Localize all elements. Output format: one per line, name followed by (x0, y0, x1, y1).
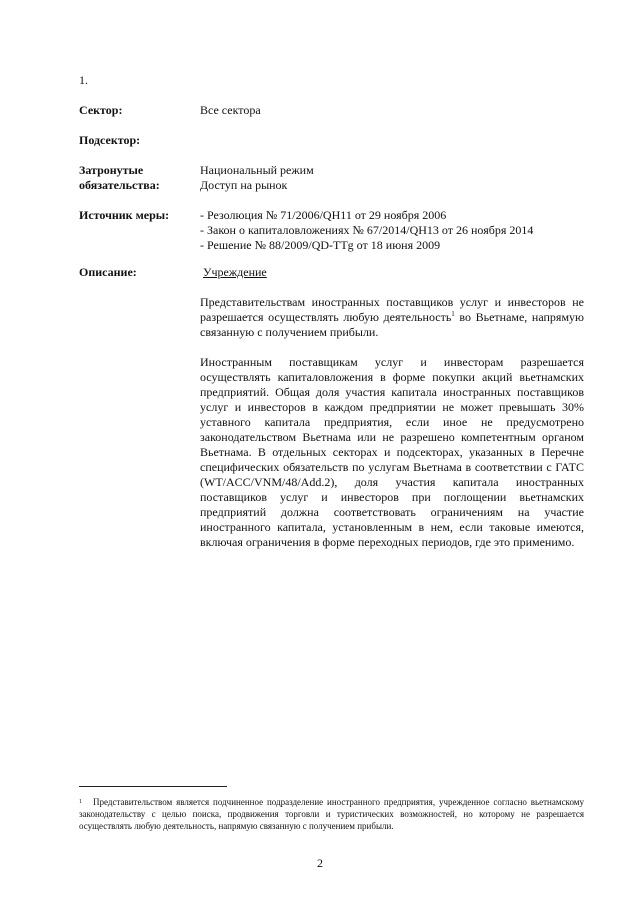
sector-label: Сектор: (79, 103, 123, 117)
source-list (200, 208, 584, 253)
page-number: 2 (317, 856, 323, 870)
description-paragraph-1 (200, 295, 584, 340)
footnote-reference: 1 (451, 310, 455, 318)
description-heading-wrap (200, 265, 584, 280)
description-heading: Учреждение (203, 265, 267, 279)
obligations-values (200, 163, 584, 193)
entry-number: 1. (79, 73, 88, 87)
source-item: - Закон о капиталовложениях № 67/2014/QH13 от 26 ноября 2014 (200, 223, 534, 237)
obligations-label-line2: обязательства: (79, 178, 160, 192)
obligations-label (79, 163, 197, 193)
obligation-national-treatment: Национальный режим (200, 163, 314, 177)
subsector-label: Подсектор: (79, 133, 141, 147)
source-label: Источник меры: (79, 208, 170, 222)
obligations-label-line1: Затронутые (79, 163, 144, 177)
source-item: - Решение № 88/2009/QD-TTg от 18 июня 2009 (200, 238, 441, 252)
footnote-text: Представительством является подчиненное подразделение иностранного предприятия, учрежденное согласно вьетнамскому законодательству с целью поиска, продвижения торговли и туристических возможностей, но которому не разрешается осуществлять любую деятельность, напрямую связанную с получением прибыли. (79, 797, 584, 831)
sector-value: Все сектора (200, 103, 261, 117)
footnote (79, 796, 584, 832)
description-label: Описание: (79, 265, 137, 279)
paragraph-1-text-end: во Вьетнаме, напрямую связанную с получением прибыли. (200, 310, 585, 339)
source-item: - Резолюция № 71/2006/QH11 от 29 ноября 2006 (200, 208, 447, 222)
footnote-divider (79, 786, 227, 787)
footnote-marker: 1 (79, 799, 82, 805)
obligation-market-access: Доступ на рынок (200, 178, 288, 192)
paragraph-1-text: Представительствам иностранных поставщиков услуг и инвесторов не разрешается осуществлять любую деятельность (200, 295, 584, 324)
description-paragraph-2: Иностранным поставщикам услуг и инвесторам разрешается осуществлять капиталовложения в форме покупки акций вьетнамских предприятий. Общая доля участия капитала иностранных поставщиков услуг и инвесторов в каждом предприятии не может превышать 30% уставного капитала предприятия, если иное не предусмотрено законодательством Вьетнама или не разрешено компетентным органом Вьетнама. В отдельных секторах и подсекторах, указанных в Перечне специфических обязательств по услугам Вьетнама в соответствии с ГАТС (WT/ACC/VNM/48/Add.2), доля участия капитала иностранных поставщиков услуг и инвесторов при поглощении вьетнамских предприятий должна соответствовать ограничениям на участие иностранного капитала, установленным в нем, если таковые имеются, включая ограничения в форме переходных периодов, где это применимо. (200, 355, 584, 549)
